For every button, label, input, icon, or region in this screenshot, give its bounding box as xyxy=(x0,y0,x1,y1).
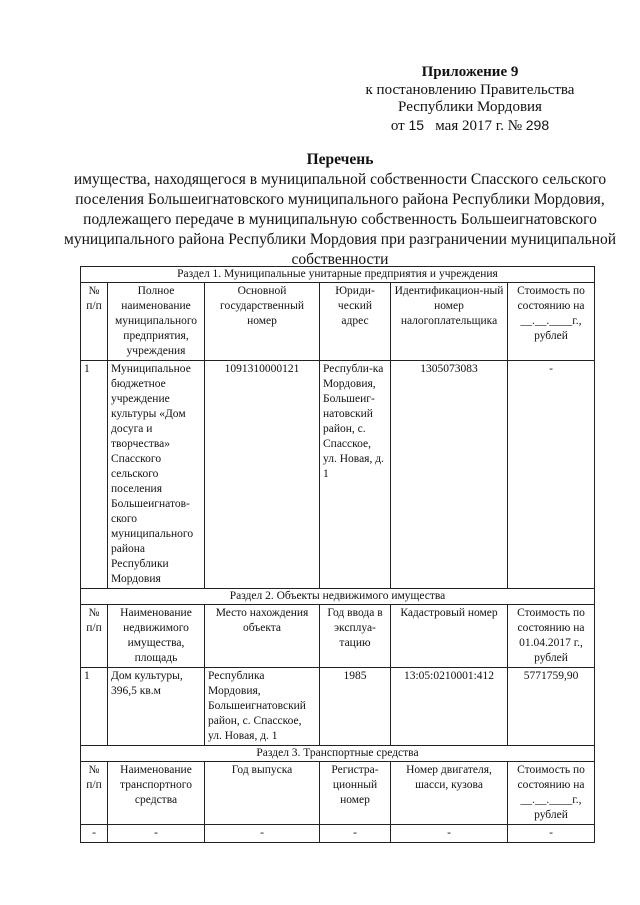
document-title xyxy=(60,150,620,270)
section-row xyxy=(81,589,595,605)
table-cell: Дом культуры, 396,5 кв.м xyxy=(108,668,205,746)
table-row xyxy=(81,361,595,589)
table-cell: 13:05:0210001:412 xyxy=(391,668,508,746)
appendix-label: Приложение 9 xyxy=(421,64,519,80)
header-cell: Наименование недвижимого имущества, площадь xyxy=(108,605,205,668)
table-cell: Муниципальное бюджетное учреждение культуры «Дом досуга и творчества» Спасского сельского поселения Большеигнатов-ского муниципального района Республики Мордовия xyxy=(108,361,205,589)
table-cell: - xyxy=(320,825,391,843)
date-day: 15 xyxy=(408,116,425,133)
header-cell: Место нахождения объекта xyxy=(205,605,320,668)
header-cell: Стоимость по состоянию на 01.04.2017 г., рублей xyxy=(508,605,595,668)
table-cell: 1985 xyxy=(320,668,391,746)
section-row xyxy=(81,267,595,283)
header-cell: № п/п xyxy=(81,605,108,668)
table-cell: - xyxy=(108,825,205,843)
title-sub: имущества, находящегося в муниципальной собственности Спасского сельского поселения Большеигнатовского муниципального района Республики Мордовия, подлежащего передаче в муниципальную собственность Большеигнатовского муниципального района Республики Мордовия при разграничении муниципальной собственности xyxy=(64,171,616,268)
table-cell: Республика Мордовия, Большеигнатовский район, с. Спасское, ул. Новая, д. 1 xyxy=(205,668,320,746)
header-cell: Основной государственный номер xyxy=(205,283,320,361)
header-cell: Регистра-ционный номер xyxy=(320,762,391,825)
table-cell: - xyxy=(205,825,320,843)
title-main: Перечень xyxy=(306,151,374,168)
decree-line: к постановлению Правительства xyxy=(365,81,575,98)
section-3-title: Раздел 3. Транспортные средства xyxy=(81,746,595,762)
header-cell: № п/п xyxy=(81,762,108,825)
table-cell: - xyxy=(508,825,595,843)
header-cell: Юриди-ческий адрес xyxy=(320,283,391,361)
table-cell: - xyxy=(391,825,508,843)
section-1-title: Раздел 1. Муниципальные унитарные предприятия и учреждения xyxy=(81,267,595,283)
table-header-row xyxy=(81,762,595,825)
property-table xyxy=(80,266,595,843)
header-cell: Номер двигателя, шасси, кузова xyxy=(391,762,508,825)
section-2-title: Раздел 2. Объекты недвижимого имущества xyxy=(81,589,595,605)
header-cell: Наименование транспортного средства xyxy=(108,762,205,825)
header-cell: Полное наименование муниципального предприятия, учреждения xyxy=(108,283,205,361)
table-cell: Республи-ка Мордовия, Большеиг-натовский район, с. Спасское, ул. Новая, д. 1 xyxy=(320,361,391,589)
table-cell: - xyxy=(508,361,595,589)
header-cell: № п/п xyxy=(81,283,108,361)
decree-number: 298 xyxy=(525,116,550,133)
header-cell: Год выпуска xyxy=(205,762,320,825)
section-row xyxy=(81,746,595,762)
header-cell: Идентификацион-ный номер налогоплательщика xyxy=(391,283,508,361)
table-cell: 1 xyxy=(81,668,108,746)
table-header-row xyxy=(81,283,595,361)
table-row xyxy=(81,825,595,843)
table-cell: 1305073083 xyxy=(391,361,508,589)
table-cell: 1 xyxy=(81,361,108,589)
table-cell: - xyxy=(81,825,108,843)
header-cell: Стоимость по состоянию на __.__.____г., рублей xyxy=(508,283,595,361)
document-header xyxy=(355,64,585,135)
header-cell: Год ввода в эксплуа-тацию xyxy=(320,605,391,668)
table-row xyxy=(81,668,595,746)
table-header-row xyxy=(81,605,595,668)
table-cell: 5771759,90 xyxy=(508,668,595,746)
republic-line: Республики Мордовия xyxy=(398,99,542,115)
header-cell: Кадастровый номер xyxy=(391,605,508,668)
header-cell: Стоимость по состоянию на __.__.____г., рублей xyxy=(508,762,595,825)
date-line: от 15 мая 2017 г. № 298 xyxy=(390,116,550,134)
table-cell: 1091310000121 xyxy=(205,361,320,589)
